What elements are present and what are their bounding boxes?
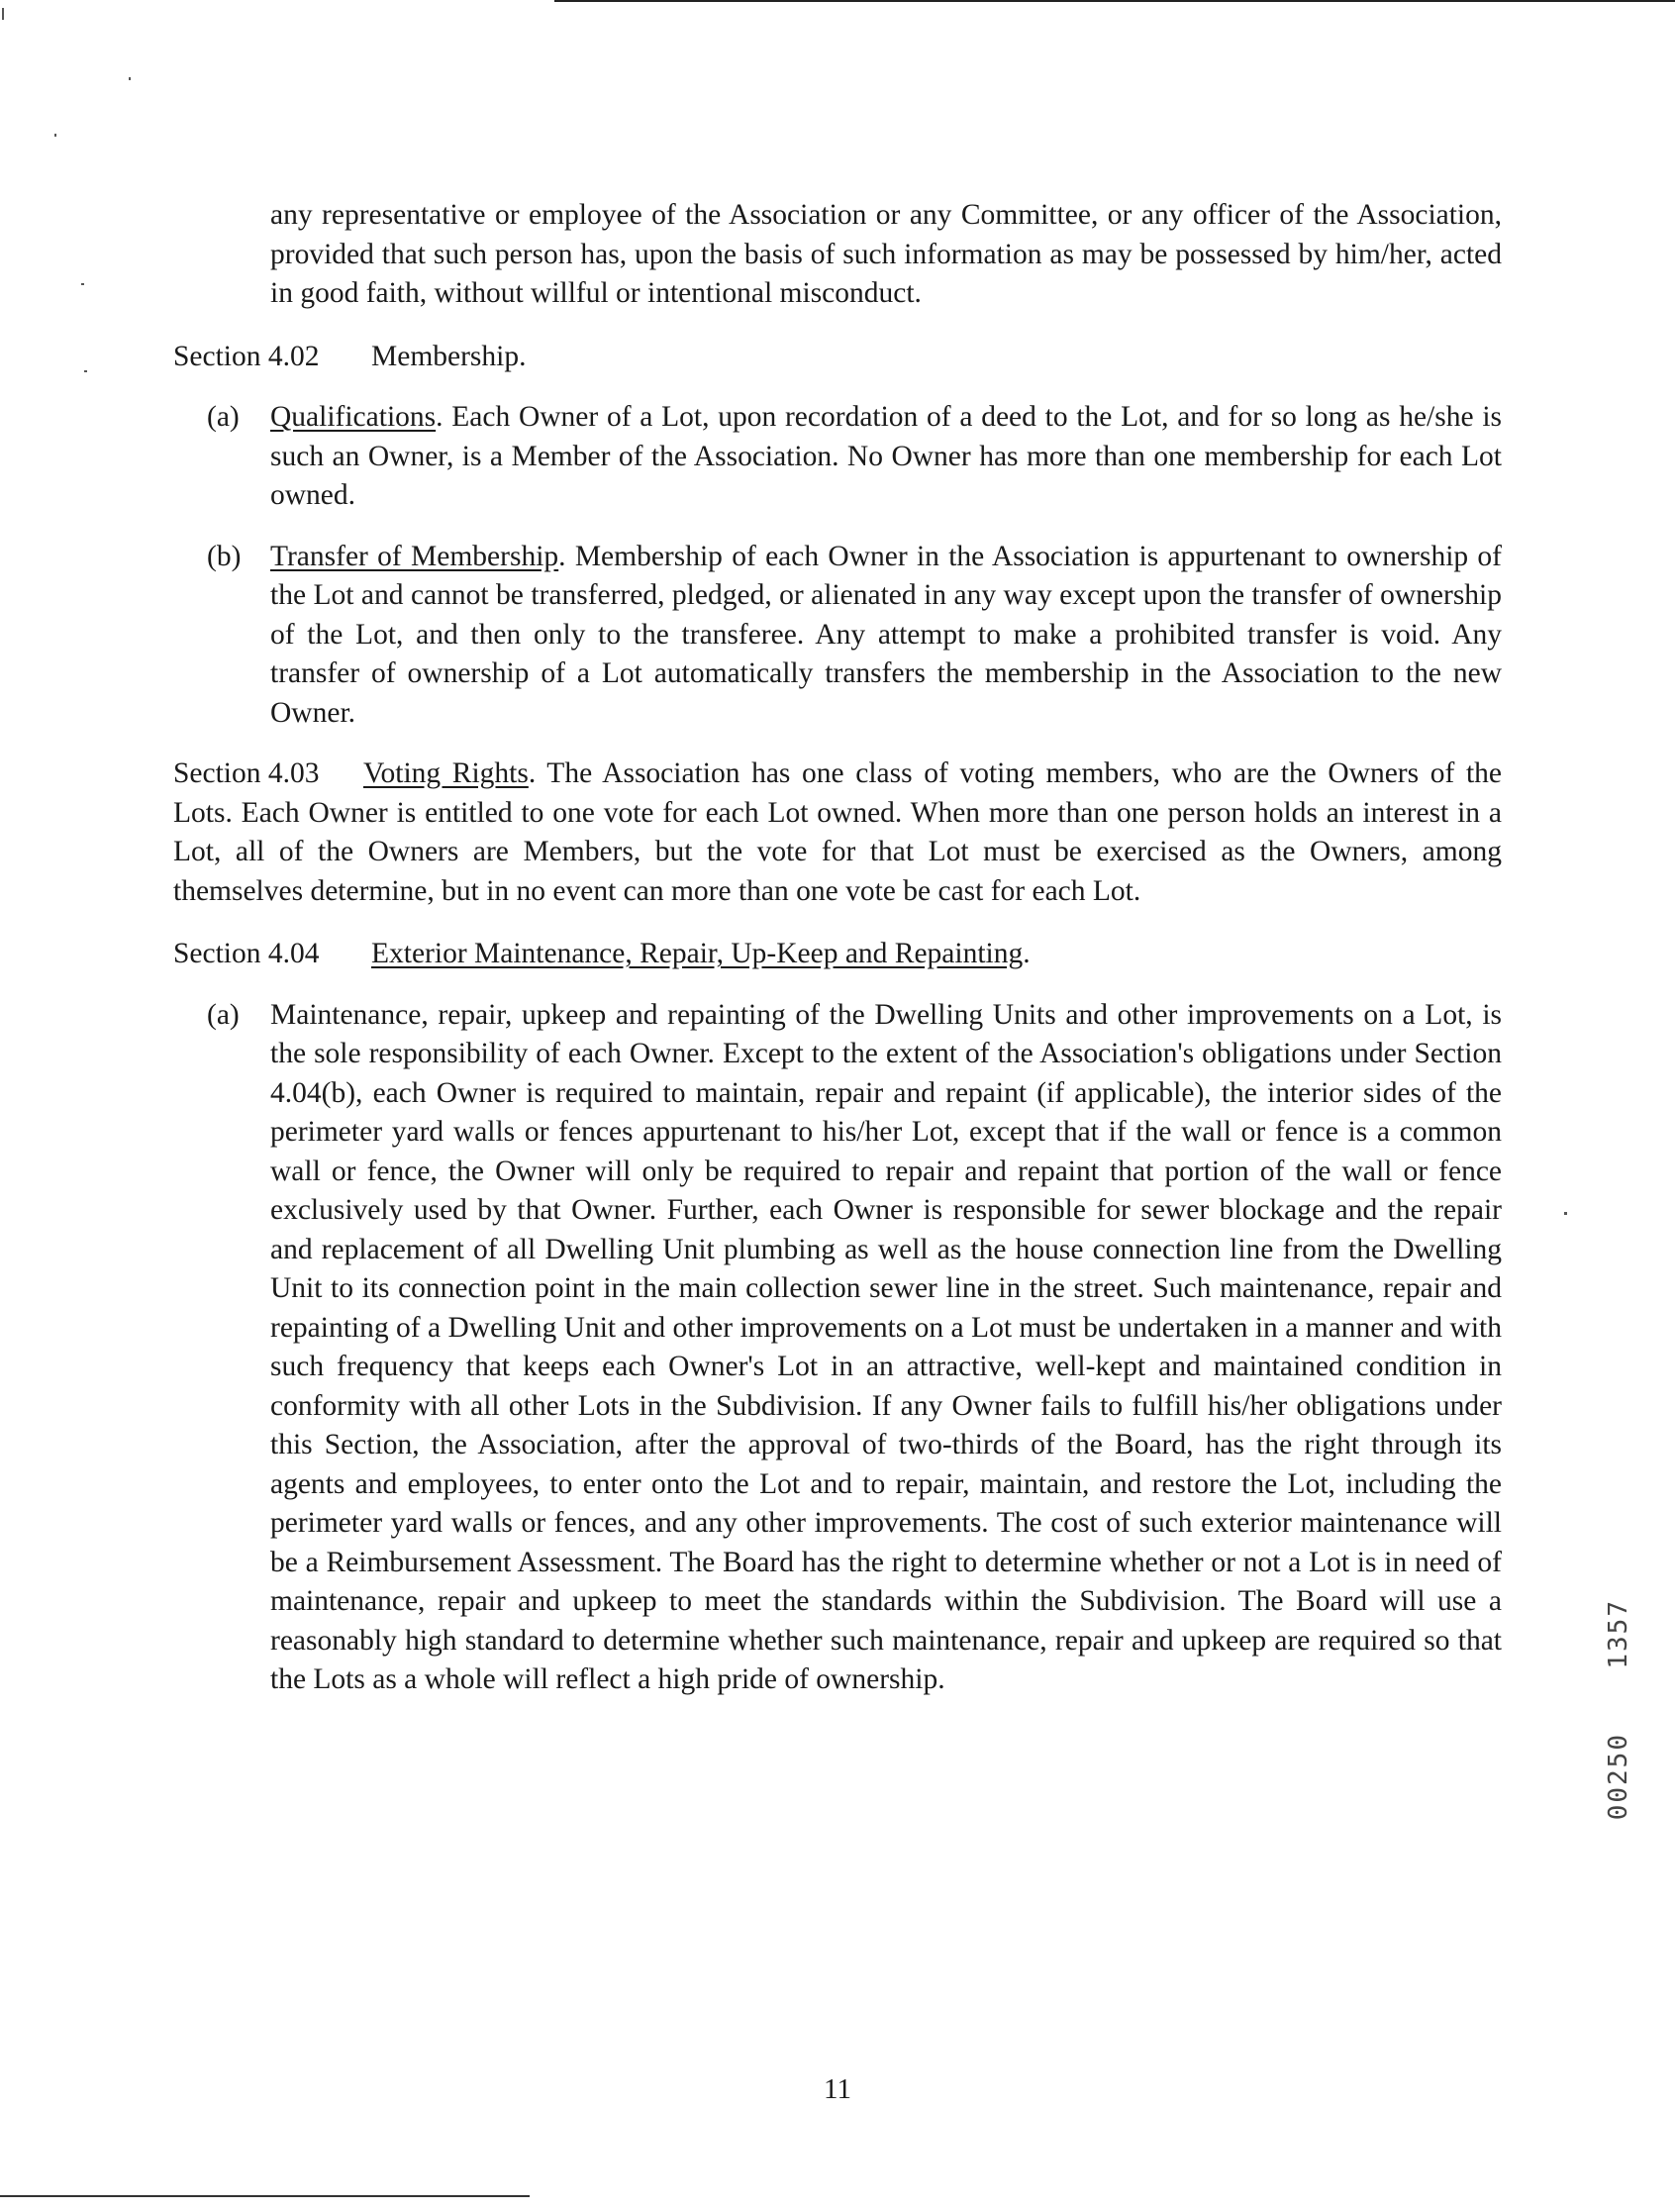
section-title: Exterior Maintenance, Repair, Up-Keep and Repainting (371, 938, 1024, 969)
scan-border-bottom (0, 2195, 530, 2197)
section-4-03-paragraph (173, 754, 1502, 911)
section-title: Membership. (371, 340, 527, 372)
recording-stamp-book: 1357 (1604, 1599, 1633, 1669)
scan-speck (84, 370, 87, 372)
document-body (173, 196, 1502, 1700)
scan-speck (81, 283, 84, 285)
item-text: Maintenance, repair, upkeep and repainting of the Dwelling Units and other improvements on a Lot, is the sole responsibility of each Owner. Except to the extent of the Association's obligations under Section 4.04(b), each Owner is required to maintain, repair and repaint (if applicable), the interior sides of the perimeter yard walls or fences appurtenant to his/her Lot, except that if the wall or fence is a common wall or fence, the Owner will only be required to repair and repaint that portion of the wall or fence exclusively used by that Owner. Further, each Owner is responsible for sewer blockage and the repair and replacement of all Dwelling Unit plumbing as well as the house connection line from the Dwelling Unit to its connection point in the main collection sewer line in the street. Such maintenance, repair and repainting of a Dwelling Unit and other improvements on a Lot must be undertaken in a manner and with such frequency that keeps each Owner's Lot in an attractive, well-kept and maintained condition in conformity with all other Lots in the Subdivision. If any Owner fails to fulfill his/her obligations under this Section, the Association, after the approval of two-thirds of the Board, has the right through its agents and employees, to enter onto the Lot and to repair, maintain, and restore the Lot, including the perimeter yard walls or fences, and any other improvements. The cost of such exterior maintenance will be a Reimbursement Assessment. The Board has the right to determine whether or not a Lot is in need of maintenance, repair and upkeep to meet the standards within the Subdivision. The Board will use a reasonably high standard to determine whether such maintenance, repair and upkeep are required so that the Lots as a whole will reflect a high pride of ownership. (270, 998, 1502, 1695)
item-marker: (a) (207, 401, 240, 433)
item-text: . Each Owner of a Lot, upon recordation of a deed to the Lot, and for so long as he/she is such an Owner, is a Member of the Association. No Owner has more than one membership for each Lot owned. (270, 401, 1502, 511)
section-4-04-heading (173, 935, 1502, 974)
page-number: 11 (824, 2073, 851, 2105)
recording-stamp (1604, 1599, 1643, 1857)
item-heading: Transfer of Membership (270, 540, 559, 572)
section-title: Voting Rights (363, 757, 529, 789)
scan-border-top (554, 0, 1675, 2)
scan-speck (1564, 1212, 1567, 1215)
section-text: . The Association has one class of voting members, who are the Owners of the Lots. Each Owner is entitled to one vote for each Lot owned. When more than one person holds an interest in a Lot, all of the Owners are Members, but the vote for that Lot must be exercised as the Owners, among themselves determine, but in no event can more than one vote be cast for each Lot. (173, 757, 1502, 907)
scan-speck (2, 8, 4, 20)
item-heading: Qualifications (270, 401, 437, 433)
intro-paragraph: any representative or employee of the Association or any Committee, or any officer of the Association, provided that such person has, upon the basis of such information as may be possessed by him/her, acted in good faith, without willful or intentional misconduct. (270, 199, 1502, 309)
section-number: Section 4.02 (173, 340, 320, 372)
section-4-02-heading (173, 338, 1502, 377)
scan-speck (54, 134, 56, 137)
section-number: Section 4.03 (173, 757, 320, 789)
item-marker: (a) (207, 998, 240, 1031)
recording-stamp-page: 00250 (1604, 1733, 1633, 1821)
section-4-02-item-b (207, 538, 1503, 734)
section-4-02-item-a (207, 398, 1502, 516)
section-4-04-item-a (207, 996, 1502, 1700)
item-marker: (b) (207, 540, 242, 572)
section-number: Section 4.04 (173, 938, 320, 969)
scan-speck (129, 77, 131, 80)
section-title-suffix: . (1023, 938, 1031, 969)
item-text: . Membership of each Owner in the Association is appurtenant to ownership of the Lot and cannot be transferred, pledged, or alienated in any way except upon the transfer of ownership of the Lot, and then only to the transferee. Any attempt to make a prohibited transfer is void. Any transfer of ownership of a Lot automatically transfers the membership in the Association to the new Owner. (270, 540, 1503, 729)
